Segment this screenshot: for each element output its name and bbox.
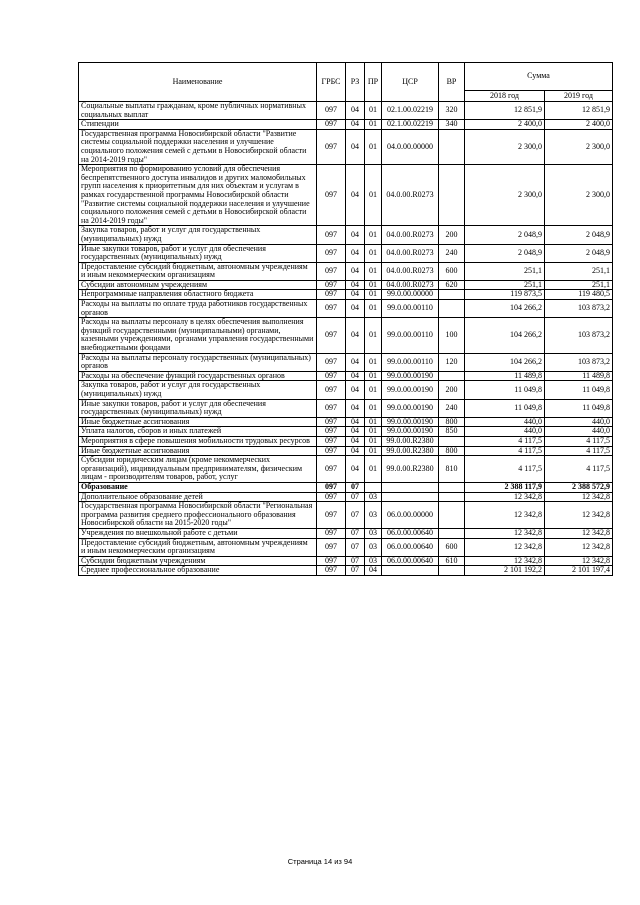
row-sum-2019: 2 400,0 — [545, 120, 613, 130]
row-vr — [439, 165, 465, 226]
table-row — [79, 371, 613, 381]
row-pr: 01 — [365, 262, 382, 280]
row-pr: 03 — [365, 556, 382, 566]
row-vr: 320 — [439, 102, 465, 120]
row-csr: 04.0.00.R0273 — [382, 165, 439, 226]
row-sum-2018: 2 400,0 — [465, 120, 545, 130]
table-row — [79, 446, 613, 456]
row-csr: 99.0.00.00190 — [382, 371, 439, 381]
row-sum-2019: 440,0 — [545, 427, 613, 437]
row-rz: 04 — [346, 244, 365, 262]
table-row — [79, 353, 613, 371]
row-vr — [439, 502, 465, 529]
row-sum-2018: 2 048,9 — [465, 244, 545, 262]
table-row — [79, 300, 613, 318]
row-sum-2018: 12 342,8 — [465, 502, 545, 529]
row-grbs: 097 — [317, 417, 346, 427]
row-csr: 99.0.00.R2380 — [382, 446, 439, 456]
row-csr: 99.0.00.R2380 — [382, 436, 439, 446]
row-vr — [439, 566, 465, 576]
row-rz: 04 — [346, 280, 365, 290]
row-csr — [382, 566, 439, 576]
row-pr: 01 — [365, 417, 382, 427]
row-grbs: 097 — [317, 556, 346, 566]
row-grbs: 097 — [317, 371, 346, 381]
row-sum-2019: 2 300,0 — [545, 165, 613, 226]
row-grbs: 097 — [317, 262, 346, 280]
table-row — [79, 102, 613, 120]
row-sum-2019: 12 342,8 — [545, 556, 613, 566]
header-year-2019: 2019 год — [545, 91, 613, 102]
row-grbs: 097 — [317, 538, 346, 556]
row-grbs: 097 — [317, 165, 346, 226]
row-csr: 99.0.00.00190 — [382, 427, 439, 437]
row-sum-2019: 119 480,5 — [545, 290, 613, 300]
row-grbs: 097 — [317, 436, 346, 446]
row-pr: 03 — [365, 538, 382, 556]
row-name: Расходы на выплаты персоналу в целях обеспечения выполнения функций государственными (муниципальными) органами, казенными учреждениями, органами управления государственными внебюджетными фондами — [79, 318, 317, 353]
header-rz: РЗ — [346, 63, 365, 102]
row-sum-2019: 2 048,9 — [545, 226, 613, 244]
row-pr: 01 — [365, 129, 382, 164]
row-grbs: 097 — [317, 399, 346, 417]
row-pr: 03 — [365, 502, 382, 529]
row-sum-2019: 4 117,5 — [545, 436, 613, 446]
row-rz: 04 — [346, 226, 365, 244]
row-sum-2018: 12 342,8 — [465, 556, 545, 566]
row-pr: 01 — [365, 120, 382, 130]
row-sum-2019: 11 049,8 — [545, 381, 613, 399]
row-rz: 07 — [346, 482, 365, 492]
row-grbs: 097 — [317, 427, 346, 437]
row-pr: 01 — [365, 226, 382, 244]
row-grbs: 097 — [317, 290, 346, 300]
row-csr: 99.0.00.00110 — [382, 300, 439, 318]
row-sum-2018: 251,1 — [465, 262, 545, 280]
row-pr: 01 — [365, 456, 382, 483]
row-sum-2019: 251,1 — [545, 262, 613, 280]
row-pr: 01 — [365, 353, 382, 371]
header-csr: ЦСР — [382, 63, 439, 102]
row-name: Государственная программа Новосибирской области "Региональная программа развития среднего профессионального образования Новосибирской области на 2015-2020 годы" — [79, 502, 317, 529]
row-csr: 04.0.00.00000 — [382, 129, 439, 164]
row-rz: 04 — [346, 262, 365, 280]
row-name: Социальные выплаты гражданам, кроме публичных нормативных социальных выплат — [79, 102, 317, 120]
row-sum-2018: 12 342,8 — [465, 528, 545, 538]
row-vr: 240 — [439, 399, 465, 417]
header-year-2018: 2018 год — [465, 91, 545, 102]
row-sum-2019: 4 117,5 — [545, 456, 613, 483]
header-grbs: ГРБС — [317, 63, 346, 102]
row-vr: 340 — [439, 120, 465, 130]
row-sum-2019: 12 851,9 — [545, 102, 613, 120]
row-vr: 600 — [439, 538, 465, 556]
row-rz: 07 — [346, 502, 365, 529]
row-name: Среднее профессиональное образование — [79, 566, 317, 576]
row-sum-2018: 11 489,8 — [465, 371, 545, 381]
row-vr: 800 — [439, 417, 465, 427]
row-pr: 01 — [365, 371, 382, 381]
table-row — [79, 482, 613, 492]
page-footer: Страница 14 из 94 — [287, 857, 353, 866]
table-row — [79, 120, 613, 130]
row-name: Образование — [79, 482, 317, 492]
table-row — [79, 538, 613, 556]
row-sum-2018: 440,0 — [465, 417, 545, 427]
row-sum-2018: 119 873,5 — [465, 290, 545, 300]
row-sum-2018: 104 266,2 — [465, 300, 545, 318]
row-name: Закупка товаров, работ и услуг для государственных (муниципальных) нужд — [79, 226, 317, 244]
row-sum-2018: 4 117,5 — [465, 456, 545, 483]
row-sum-2018: 11 049,8 — [465, 381, 545, 399]
row-name: Учреждения по внешкольной работе с детьми — [79, 528, 317, 538]
row-rz: 04 — [346, 446, 365, 456]
table-row — [79, 436, 613, 446]
row-sum-2018: 12 342,8 — [465, 492, 545, 502]
table-row — [79, 417, 613, 427]
row-grbs: 097 — [317, 492, 346, 502]
row-csr: 99.0.00.00190 — [382, 399, 439, 417]
row-grbs: 097 — [317, 318, 346, 353]
row-rz: 07 — [346, 556, 365, 566]
row-grbs: 097 — [317, 456, 346, 483]
row-grbs: 097 — [317, 120, 346, 130]
row-pr: 01 — [365, 300, 382, 318]
row-grbs: 097 — [317, 566, 346, 576]
row-rz: 04 — [346, 165, 365, 226]
table-row — [79, 502, 613, 529]
row-sum-2018: 2 101 192,2 — [465, 566, 545, 576]
row-name: Расходы на выплаты по оплате труда работников государственных органов — [79, 300, 317, 318]
row-rz: 04 — [346, 300, 365, 318]
row-name: Государственная программа Новосибирской области "Развитие системы социальной поддержки населения и улучшение социального положения семей с детьми в Новосибирской области на 2014-2019 годы" — [79, 129, 317, 164]
row-grbs: 097 — [317, 381, 346, 399]
row-name: Иные закупки товаров, работ и услуг для обеспечения государственных (муниципальных) нужд — [79, 244, 317, 262]
row-name: Непрограммные направления областного бюджета — [79, 290, 317, 300]
table-row — [79, 244, 613, 262]
row-sum-2019: 251,1 — [545, 280, 613, 290]
row-rz: 04 — [346, 381, 365, 399]
row-grbs: 097 — [317, 244, 346, 262]
row-sum-2018: 4 117,5 — [465, 446, 545, 456]
row-rz: 07 — [346, 492, 365, 502]
table-row — [79, 318, 613, 353]
row-rz: 04 — [346, 456, 365, 483]
row-sum-2019: 2 300,0 — [545, 129, 613, 164]
row-grbs: 097 — [317, 129, 346, 164]
table-row — [79, 381, 613, 399]
row-name: Мероприятия по формированию условий для обеспечения беспрепятственного доступа инвалидов и других маломобильных групп населения к приоритетным для них объектам и услугам в рамках государственной программы Новосибирской области "Развитие системы социальной поддержки населения и улучшение социального положения семей с детьми в Новосибирской области на 2014-2019 годы" — [79, 165, 317, 226]
row-csr: 04.0.00.R0273 — [382, 226, 439, 244]
row-rz: 04 — [346, 102, 365, 120]
row-pr: 01 — [365, 436, 382, 446]
row-name: Иные бюджетные ассигнования — [79, 417, 317, 427]
row-sum-2018: 12 851,9 — [465, 102, 545, 120]
row-csr: 04.0.00.R0273 — [382, 244, 439, 262]
row-rz: 07 — [346, 528, 365, 538]
row-vr: 810 — [439, 456, 465, 483]
row-vr — [439, 371, 465, 381]
row-pr: 01 — [365, 446, 382, 456]
row-vr: 800 — [439, 446, 465, 456]
row-vr: 200 — [439, 381, 465, 399]
row-sum-2019: 11 049,8 — [545, 399, 613, 417]
row-csr: 04.0.00.R0273 — [382, 280, 439, 290]
row-sum-2019: 12 342,8 — [545, 528, 613, 538]
row-pr: 01 — [365, 102, 382, 120]
table-row — [79, 528, 613, 538]
row-grbs: 097 — [317, 446, 346, 456]
row-vr: 610 — [439, 556, 465, 566]
row-csr: 02.1.00.02219 — [382, 102, 439, 120]
row-pr: 03 — [365, 528, 382, 538]
row-csr: 06.0.00.00640 — [382, 538, 439, 556]
row-name: Иные бюджетные ассигнования — [79, 446, 317, 456]
row-name: Стипендии — [79, 120, 317, 130]
row-grbs: 097 — [317, 482, 346, 492]
row-vr — [439, 290, 465, 300]
row-sum-2018: 2 388 117,9 — [465, 482, 545, 492]
row-sum-2019: 2 388 572,9 — [545, 482, 613, 492]
row-vr — [439, 528, 465, 538]
row-name: Субсидии юридическим лицам (кроме некоммерческих организаций), индивидуальным предпринимателям, физическим лицам - производителям товаров, работ, услуг — [79, 456, 317, 483]
row-vr — [439, 492, 465, 502]
table-row — [79, 566, 613, 576]
row-sum-2019: 103 873,2 — [545, 300, 613, 318]
row-rz: 07 — [346, 566, 365, 576]
row-grbs: 097 — [317, 502, 346, 529]
row-vr: 620 — [439, 280, 465, 290]
row-vr — [439, 436, 465, 446]
row-vr — [439, 300, 465, 318]
row-name: Субсидии бюджетным учреждениям — [79, 556, 317, 566]
row-name: Иные закупки товаров, работ и услуг для обеспечения государственных (муниципальных) нужд — [79, 399, 317, 417]
row-pr: 01 — [365, 165, 382, 226]
row-name: Дополнительное образование детей — [79, 492, 317, 502]
table-row — [79, 226, 613, 244]
row-rz: 04 — [346, 371, 365, 381]
row-pr: 01 — [365, 381, 382, 399]
row-sum-2019: 2 101 197,4 — [545, 566, 613, 576]
row-rz: 04 — [346, 353, 365, 371]
row-sum-2018: 251,1 — [465, 280, 545, 290]
row-sum-2018: 2 300,0 — [465, 165, 545, 226]
table-row — [79, 290, 613, 300]
row-name: Закупка товаров, работ и услуг для государственных (муниципальных) нужд — [79, 381, 317, 399]
row-rz: 04 — [346, 290, 365, 300]
row-sum-2019: 103 873,2 — [545, 353, 613, 371]
table-row — [79, 129, 613, 164]
row-name: Субсидии автономным учреждениям — [79, 280, 317, 290]
row-rz: 04 — [346, 129, 365, 164]
row-sum-2019: 12 342,8 — [545, 492, 613, 502]
row-vr: 850 — [439, 427, 465, 437]
row-csr: 99.0.00.R2380 — [382, 456, 439, 483]
row-pr: 01 — [365, 244, 382, 262]
row-sum-2018: 2 048,9 — [465, 226, 545, 244]
table-row — [79, 456, 613, 483]
row-csr — [382, 492, 439, 502]
table-row — [79, 165, 613, 226]
row-sum-2018: 11 049,8 — [465, 399, 545, 417]
row-grbs: 097 — [317, 226, 346, 244]
row-vr — [439, 482, 465, 492]
row-grbs: 097 — [317, 102, 346, 120]
row-rz: 04 — [346, 427, 365, 437]
row-sum-2018: 2 300,0 — [465, 129, 545, 164]
budget-table — [78, 62, 613, 576]
row-sum-2019: 103 873,2 — [545, 318, 613, 353]
row-sum-2018: 104 266,2 — [465, 318, 545, 353]
row-pr: 04 — [365, 566, 382, 576]
row-sum-2019: 440,0 — [545, 417, 613, 427]
header-name: Наименование — [79, 63, 317, 102]
table-row — [79, 399, 613, 417]
row-rz: 04 — [346, 417, 365, 427]
table-row — [79, 280, 613, 290]
row-sum-2019: 2 048,9 — [545, 244, 613, 262]
row-csr — [382, 482, 439, 492]
row-name: Предоставление субсидий бюджетным, автономным учреждениям и иным некоммерческим организациям — [79, 262, 317, 280]
row-pr: 01 — [365, 290, 382, 300]
row-name: Предоставление субсидий бюджетным, автономным учреждениям и иным некоммерческим организациям — [79, 538, 317, 556]
row-rz: 07 — [346, 538, 365, 556]
row-pr — [365, 482, 382, 492]
header-sum: Сумма — [465, 63, 613, 91]
row-grbs: 097 — [317, 300, 346, 318]
row-grbs: 097 — [317, 280, 346, 290]
row-rz: 04 — [346, 318, 365, 353]
row-pr: 01 — [365, 280, 382, 290]
table-row — [79, 427, 613, 437]
row-csr: 99.0.00.00190 — [382, 417, 439, 427]
row-vr: 200 — [439, 226, 465, 244]
header-vr: ВР — [439, 63, 465, 102]
row-name: Уплата налогов, сборов и иных платежей — [79, 427, 317, 437]
header-pr: ПР — [365, 63, 382, 102]
row-csr: 99.0.00.00000 — [382, 290, 439, 300]
row-csr: 06.0.00.00000 — [382, 502, 439, 529]
row-name: Расходы на выплаты персоналу государственных (муниципальных) органов — [79, 353, 317, 371]
row-csr: 02.1.00.02219 — [382, 120, 439, 130]
table-row — [79, 262, 613, 280]
row-vr: 120 — [439, 353, 465, 371]
row-csr: 99.0.00.00190 — [382, 381, 439, 399]
row-sum-2019: 11 489,8 — [545, 371, 613, 381]
row-csr: 06.0.00.00640 — [382, 556, 439, 566]
row-rz: 04 — [346, 436, 365, 446]
row-vr: 100 — [439, 318, 465, 353]
row-grbs: 097 — [317, 528, 346, 538]
row-rz: 04 — [346, 120, 365, 130]
row-csr: 99.0.00.00110 — [382, 318, 439, 353]
row-sum-2019: 12 342,8 — [545, 538, 613, 556]
row-sum-2019: 4 117,5 — [545, 446, 613, 456]
row-sum-2018: 440,0 — [465, 427, 545, 437]
row-sum-2018: 104 266,2 — [465, 353, 545, 371]
row-sum-2018: 12 342,8 — [465, 538, 545, 556]
row-grbs: 097 — [317, 353, 346, 371]
row-sum-2018: 4 117,5 — [465, 436, 545, 446]
row-pr: 01 — [365, 399, 382, 417]
row-pr: 01 — [365, 427, 382, 437]
row-name: Расходы на обеспечение функций государственных органов — [79, 371, 317, 381]
row-csr: 06.0.00.00640 — [382, 528, 439, 538]
row-pr: 03 — [365, 492, 382, 502]
table-row — [79, 492, 613, 502]
row-csr: 04.0.00.R0273 — [382, 262, 439, 280]
row-vr: 240 — [439, 244, 465, 262]
row-csr: 99.0.00.00110 — [382, 353, 439, 371]
row-rz: 04 — [346, 399, 365, 417]
row-vr: 600 — [439, 262, 465, 280]
row-sum-2019: 12 342,8 — [545, 502, 613, 529]
table-row — [79, 556, 613, 566]
row-pr: 01 — [365, 318, 382, 353]
row-name: Мероприятия в сфере повышения мобильности трудовых ресурсов — [79, 436, 317, 446]
row-vr — [439, 129, 465, 164]
